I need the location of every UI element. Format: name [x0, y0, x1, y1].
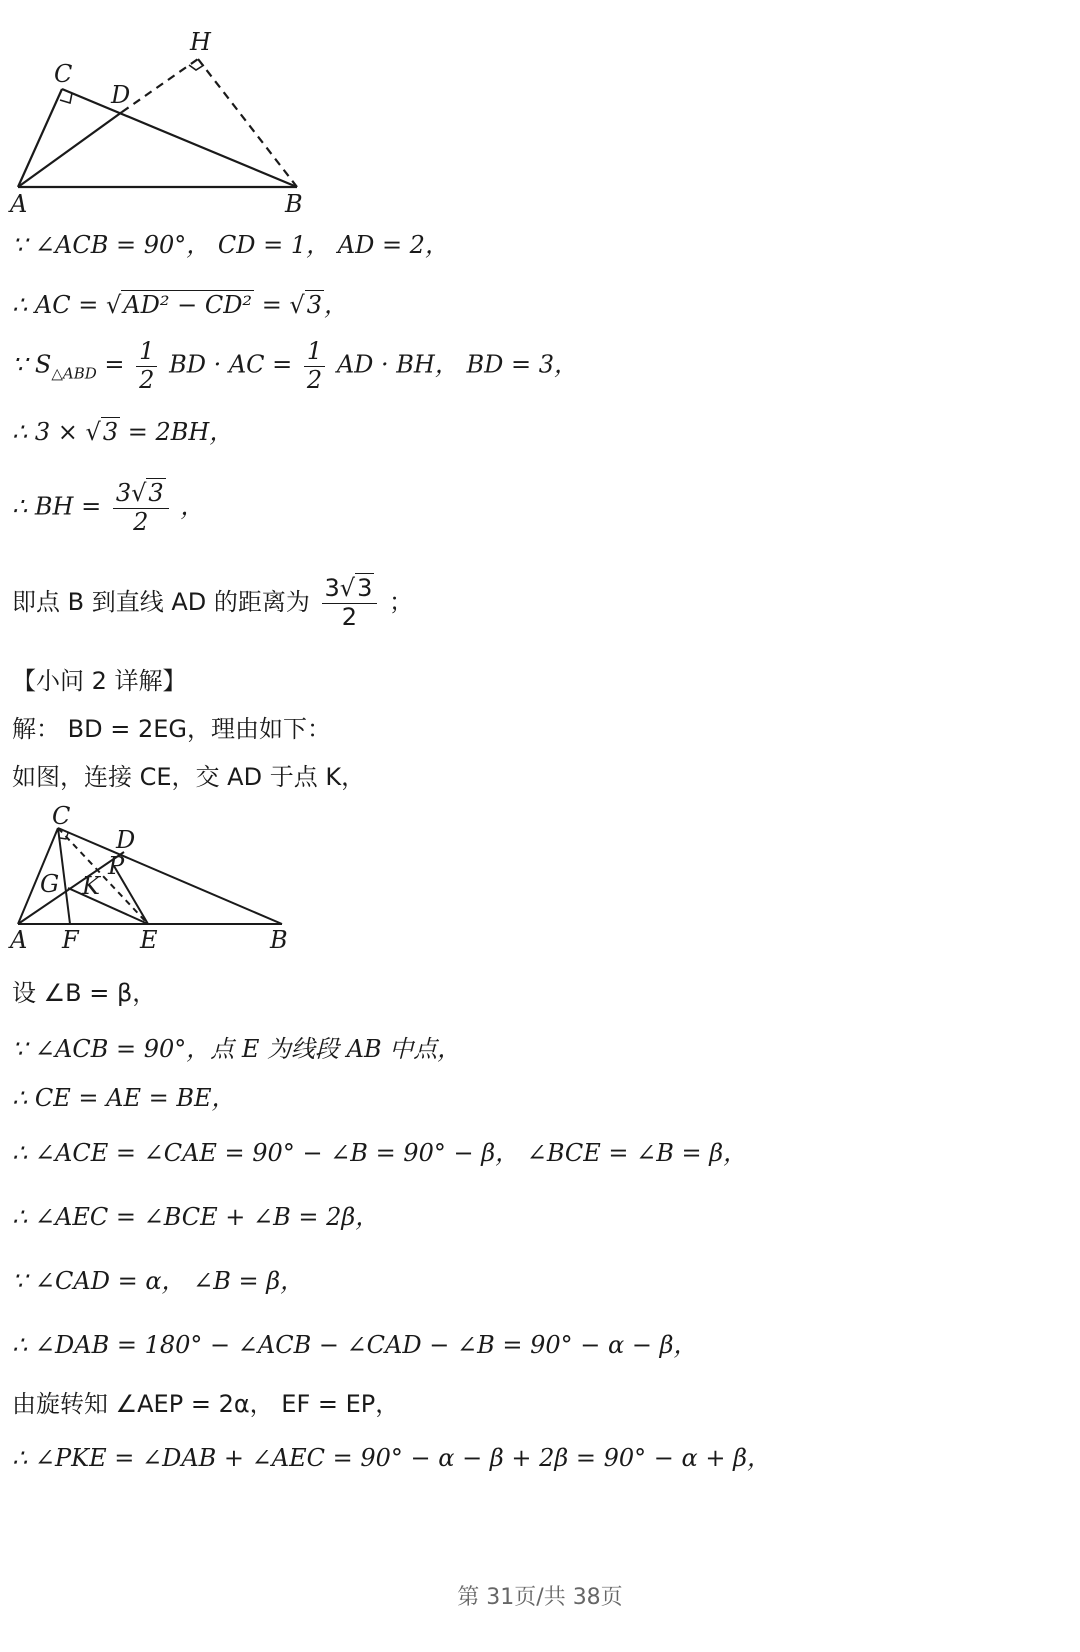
line-2-8: ∵ ∠CAD = α， ∠B = β，	[12, 1267, 305, 1295]
line-2-7: ∴ ∠AEC = ∠BCE + ∠B = 2β，	[12, 1203, 380, 1231]
label-C: C	[54, 60, 73, 88]
label-D: D	[111, 81, 131, 109]
line-1-6: 即点 B 到直线 AD 的距离为 $\frac{3√3}{2}$ ；	[12, 574, 413, 631]
line-2-2: 如图，连接 CE，交 AD 于点 K，	[12, 763, 366, 791]
label-K: K	[82, 872, 100, 900]
line-2-5: ∴ CE = AE = BE，	[12, 1084, 236, 1112]
label-D: D	[116, 826, 136, 854]
line-2-9: ∴ ∠DAB = 180° − ∠ACB − ∠CAD − ∠B = 90° − α − β，	[12, 1331, 698, 1359]
segment-CB	[62, 89, 297, 187]
label-A: A	[10, 926, 28, 954]
line-1-3: ∵ $S_{\triangle ABD}$ = $\frac{1}{2}$ BD · AC = $\frac{1}{2}$ AD · BH， BD = 3，	[12, 337, 578, 394]
line-2-4: ∵ ∠ACB = 90°，点 E 为线段 AB 中点，	[12, 1035, 462, 1063]
label-A: A	[10, 190, 28, 218]
part-2-heading: 【小问 2 详解】	[12, 667, 187, 695]
label-C: C	[52, 802, 71, 830]
label-F: F	[62, 926, 79, 954]
segment-AD	[18, 112, 122, 187]
segment-DH-dashed	[122, 59, 198, 112]
line-1-5: ∴ BH = $\frac{3√3}{2}$ ，	[12, 479, 205, 536]
line-1-2: ∴ AC = √AD² − CD² = √3，	[12, 291, 349, 319]
line-2-11: ∴ ∠PKE = ∠DAB + ∠AEC = 90° − α − β + 2β = 90° − α + β，	[12, 1444, 771, 1472]
line-1-1: ∵ ∠ACB = 90°， CD = 1， AD = 2，	[12, 231, 449, 259]
right-angle-mark-C	[60, 833, 68, 839]
label-B: B	[270, 926, 288, 954]
figure-2-triangle-rotation	[0, 800, 310, 960]
line-2-3: 设 ∠B = β，	[12, 979, 157, 1007]
line-2-6: ∴ ∠ACE = ∠CAE = 90° − ∠B = 90° − β， ∠BCE = ∠B = β，	[12, 1139, 748, 1167]
label-G: G	[40, 870, 60, 898]
segment-CF	[58, 828, 70, 924]
right-angle-mark-H	[189, 65, 204, 70]
right-angle-mark-C	[60, 93, 72, 103]
line-2-1: 解： BD = 2EG，理由如下：	[12, 715, 331, 743]
page-footer: 第 31页/共 38页	[457, 1585, 623, 1610]
figure-1-triangle-abc	[0, 20, 340, 220]
label-B: B	[285, 190, 303, 218]
segment-HB-dashed	[198, 59, 297, 187]
label-H: H	[190, 28, 211, 56]
label-P: P	[108, 852, 125, 880]
label-E: E	[140, 926, 158, 954]
line-1-4: ∴ 3 × √3 = 2BH，	[12, 418, 234, 446]
line-2-10: 由旋转知 ∠AEP = 2α， EF = EP，	[12, 1390, 400, 1418]
segment-GE	[68, 888, 148, 924]
